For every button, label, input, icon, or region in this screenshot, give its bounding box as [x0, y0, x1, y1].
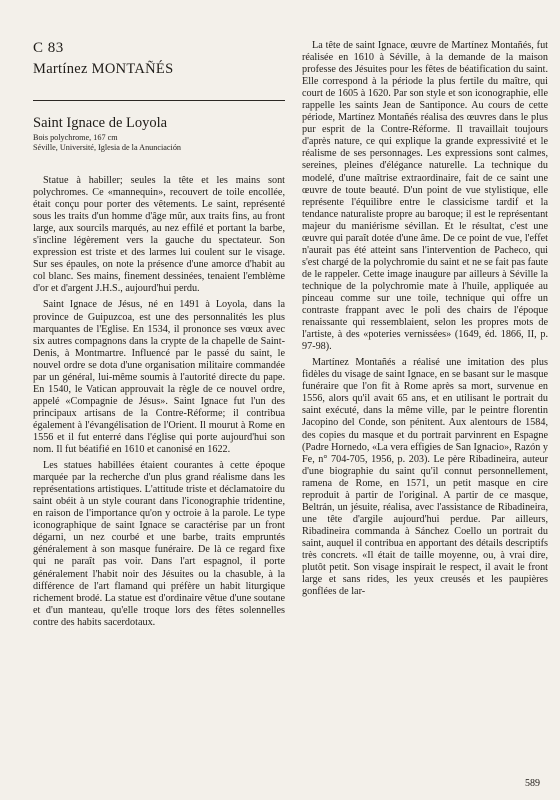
work-medium: Bois polychrome, 167 cm: [33, 133, 118, 142]
artist-name: Martínez MONTAÑÉS: [33, 61, 174, 77]
paragraph: La tête de saint Ignace, œuvre de Martínez Montañés, fut réalisée en 1610 à Séville, à la demande de la maison professe des Jésuites pour les fêtes de béatification du saint. Elle correspond à la période la plus fertile du maître, qui court de 1605 à 1620. Par son style et son iconographie, elle rappelle les saints Jean de Santiponce. Au cours de cette période, Martínez Montañés réalisa des œuvres dans le plus pur esprit de la Contre-Réforme. Il travaillait toujours d'après nature, ce qui explique la grande expressivité et le réalisme de ses personnages. Les expressions sont calmes, sereines, pleines d'élégance naturelle. La technique du modelé, d'une maîtrise extraordinaire, fait de ce saint une œuvre de toute beauté. D'un point de vue stylistique, elle représente l'équilibre entre le classicisme tardif et la tendance naturaliste propre au baroque; il est le représentant majeur du maniérisme sévillan. Et le résultat, c'est une œuvre qui paraît dotée d'une âme. De ce point de vue, l'effet n'aurait pas été atteint sans l'intervention de Pacheco, qui s'est chargé de la polychromie du saint et ne se fait pas faute de le rappeler. Cette image inaugure par ailleurs à Séville la technique de la polychromie mate à l'huile, appliquée au pinceau comme sur une toile, technique qui offre un contraste frappant avec le poli des chairs de l'époque renaissante qui ressemblaient, selon les propres mots de l'artiste, à des «poteries vernissées» (1649, éd. 1866, II, p. 97-98).: [302, 40, 548, 353]
paragraph: Saint Ignace de Jésus, né en 1491 à Loyola, dans la province de Guipuzcoa, est une des personnalités les plus marquantes de l'Eglise. En 1534, il prononce ses vœux avec six autres compagnons dans la crypte de la chapelle de Saint-Denis, à Montmartre. Influencé par le passé du saint, le nouvel ordre se dota d'une organisation militaire commandée par un général, lui-même soumis à l'autorité directe du pape. En 1540, le Vatican approuvait la règle de ce nouvel ordre, appelé «Compagnie de Jésus». Saint Ignace fut l'un des principaux artisans de la Contre-Réforme; il contribua également à l'évangélisation de l'Orient. Il mourut à Rome en 1556 et il fut enterré dans l'église qui porte aujourd'hui son nom. Il fut béatifié en 1610 et canonisé en 1622.: [33, 299, 285, 456]
divider: [33, 100, 285, 101]
left-column: [33, 40, 285, 633]
right-column: [302, 40, 548, 602]
paragraph: Statue à habiller; seules la tête et les mains sont polychromes. Ce «mannequin», recouvert de toile encollée, était conçu pour porter des vêtements. Le saint, représenté sous les traits d'un homme d'âge mûr, aux traits fins, au front large, aux sourcils marqués, au nez effilé et portant la barbe, s'incline légèrement vers la gauche du spectateur. Son expression est triste et des larmes lui coulent sur le visage. Sur ses épaules, on note la présence d'une amorce d'habit au col blanc. Ses mains, finement dessinées, tenaient l'emblème d'or et d'argent J.H.S., aujourd'hui perdu.: [33, 175, 285, 295]
paragraph: Martínez Montañés a réalisé une imitation des plus fidèles du visage de saint Ignace, en se basant sur le masque funéraire que l'on fit à Rome après sa mort, survenue en 1556, alors qu'il avait 65 ans, et en utilisant le portrait du saint exécuté, dans la même ville, par le peintre florentin Jacopino del Conde, son pénitent. Aux alentours de 1584, des copies du masque et du portrait parvinrent en Espagne (Padre Hornedo, «La vera effigies de San Ignacio», Razón y Fe, n° 704-705, 1956, p. 203). Le père Ribadineira, auteur d'une biographie du saint qu'il connut personnellement, ramena de Rome, en 1571, un petit masque en cire reproduit à partir de l'original. A partir de ce masque, Beltrán, un jésuite, réalisa, avec l'assistance de Ribadineira, une tête d'argile aujourd'hui perdue. Par ailleurs, Ribadineira commanda à Sánchez Coello un portrait du saint, auquel il contribua en apportant des détails descriptifs très concrets. «Il était de taille moyenne, ou, à vrai dire, plutôt petit. Son visage inspirait le respect, il avait le front large et sans rides, les yeux creusés et les paupières gonflées de lar-: [302, 357, 548, 598]
left-body-text: [33, 175, 285, 629]
paragraph: Les statues habillées étaient courantes à cette époque marquée par la recherche d'un plus grand réalisme dans les représentations artistiques. L'attitude triste et déclamatoire du saint obéit à un style courant dans l'iconographie tridentine, en raison de l'importance qu'on y octroie à la parole. Le type iconographique de saint Ignace se caractérise par un front dégarni, un nez courbé et une barbe, traits empruntés généralement à son masque funéraire. De là ce regard fixe qui ne paraît pas voir. Dans l'art espagnol, il porte généralement l'habit noir des Jésuites ou la chasuble, à la différence de l'art flamand qui préfère un habit liturgique richement brodé. La statue est d'ordinaire vêtue d'une soutane et d'un manteau, qu'elle troque lors des fêtes solennelles contre des habits sacerdotaux.: [33, 460, 285, 628]
page-number: 589: [525, 778, 540, 789]
work-location: Séville, Université, Iglesia de la Anunciación: [33, 143, 182, 152]
catalog-number: C 83: [33, 40, 64, 56]
work-title: Saint Ignace de Loyola: [33, 115, 168, 131]
right-body-text: [302, 40, 548, 598]
work-info: [33, 115, 285, 153]
